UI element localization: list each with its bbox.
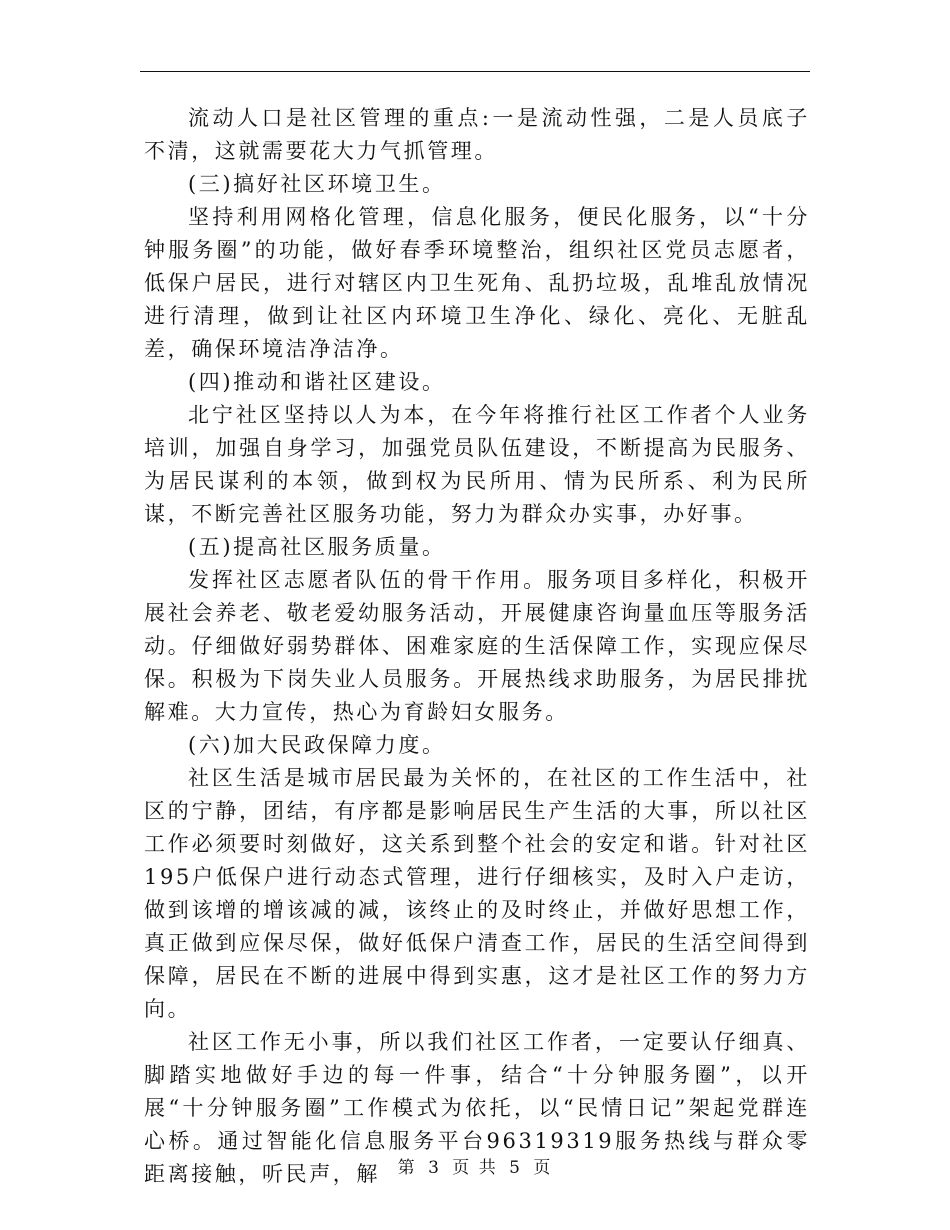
- paragraph: 社区工作无小事，所以我们社区工作者，一定要认仔细真、脚踏实地做好手边的每一件事，结合“十分钟服务圈”，以开展“十分钟服务圈”工作模式为依托，以“民情日记”架起党群连心桥。通过智能化信息服务平台96319319服务热线与群众零距离接触，听民声，解: [144, 1030, 810, 1186]
- section-heading: (六)加大民政保障力度。: [188, 733, 446, 757]
- paragraph: 北宁社区坚持以人为本，在今年将推行社区工作者个人业务培训，加强自身学习，加强党员队伍建设，不断提高为民服务、为居民谋利的本领，做到权为民所用、情为民所系、利为民所谋，不断完善社区服务功能，努力为群众办实事，办好事。: [144, 403, 810, 526]
- page-footer: [0, 1153, 950, 1178]
- header-rule: [140, 71, 810, 72]
- paragraph: 发挥社区志愿者队伍的骨干作用。服务项目多样化，积极开展社会养老、敬老爱幼服务活动，开展健康咨询量血压等服务活动。仔细做好弱势群体、困难家庭的生活保障工作，实现应保尽保。积极为下岗失业人员服务。开展热线求助服务，为居民排扰解难。大力宣传，热心为育龄妇女服务。: [144, 568, 810, 724]
- paragraph: 流动人口是社区管理的重点:一是流动性强，二是人员底子不清，这就需要花大力气抓管理。: [144, 106, 810, 163]
- footer-middle: 页 共: [452, 1158, 498, 1178]
- section-heading: (五)提高社区服务质量。: [188, 535, 446, 559]
- page-number: 3: [428, 1158, 441, 1178]
- total-pages: 5: [509, 1158, 522, 1178]
- section-heading: (四)推动和谐社区建设。: [188, 370, 446, 394]
- section-heading: (三)搞好社区环境卫生。: [188, 172, 446, 196]
- paragraph: 坚持利用网格化管理，信息化服务，便民化服务，以“十分钟服务圈”的功能，做好春季环境整治，组织社区党员志愿者，低保户居民，进行对辖区内卫生死角、乱扔垃圾，乱堆乱放情况进行清理，做到让社区内环境卫生净化、绿化、亮化、无脏乱差，确保环境洁净洁净。: [144, 205, 810, 361]
- footer-prefix: 第: [397, 1158, 417, 1178]
- document-body: [144, 102, 810, 1191]
- footer-suffix: 页: [533, 1158, 553, 1178]
- paragraph: 社区生活是城市居民最为关怀的，在社区的工作生活中，社区的宁静，团结，有序都是影响居民生产生活的大事，所以社区工作必须要时刻做好，这关系到整个社会的安定和谐。针对社区195户低保户进行动态式管理，进行仔细核实，及时入户走访，做到该增的增该减的减，该终止的及时终止，并做好思想工作，真正做到应保尽保，做好低保户清查工作，居民的生活空间得到保障，居民在不断的进展中得到实惠，这才是社区工作的努力方向。: [144, 766, 810, 1021]
